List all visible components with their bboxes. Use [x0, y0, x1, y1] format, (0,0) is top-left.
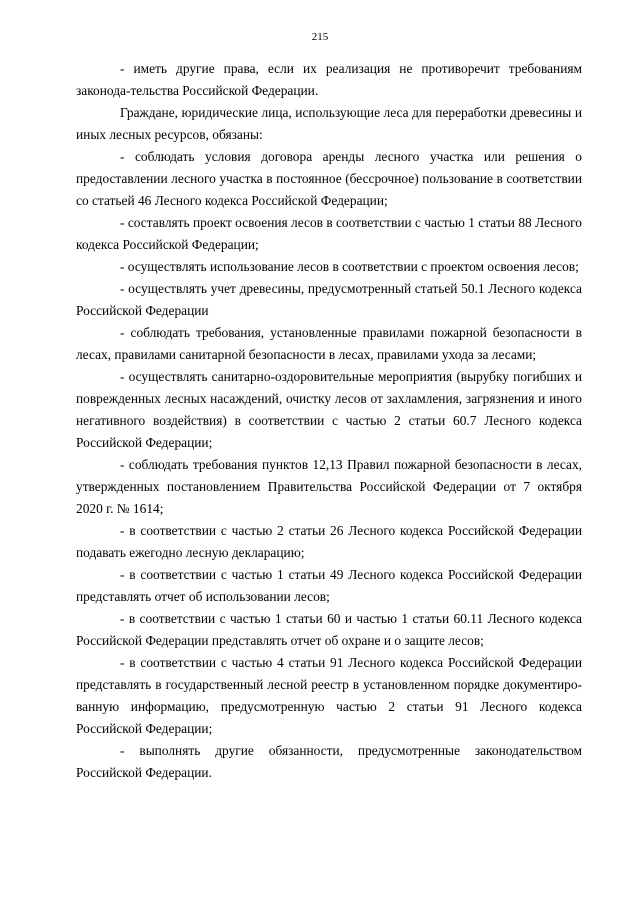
paragraph-other-rights: - иметь другие права, если их реализация не противоречит требованиям законода-тельства Российской Федерации.	[76, 61, 582, 98]
paragraph-forest-registry: - в соответствии с частью 4 статьи 91 Лесного кодекса Российской Федерации представлять в государственный лесной реестр в установленном порядке документиро-ванную информацию, предусмотренную частью 2 статьи 91 Лесного кодекса Российской Федерации;	[76, 655, 582, 736]
paragraph-forest-declaration: - в соответствии с частью 2 статьи 26 Лесного кодекса Российской Федерации подавать ежегодно лесную декларацию;	[76, 523, 582, 560]
paragraph-fire-safety: - соблюдать требования пунктов 12,13 Правил пожарной безопасности в лесах, утвержденных постановлением Правительства Российской Федерации от 7 октября 2020 г. № 1614;	[76, 457, 582, 516]
paragraph-sanitary-measures: - осуществлять санитарно-оздоровительные мероприятия (вырубку погибших и поврежденных лесных насаждений, очистку лесов от захламления, загрязнения и иного негативного воздействия) в соответствии с частью 2 статьи 60.7 Лесного кодекса Российской Федерации;	[76, 369, 582, 450]
paragraph-development-project: - составлять проект освоения лесов в соответствии с частью 1 статьи 88 Лесного кодекса Российской Федерации;	[76, 215, 582, 252]
document-body	[76, 58, 582, 784]
paragraph-safety-rules: - соблюдать требования, установленные правилами пожарной безопасности в лесах, правилами санитарной безопасности в лесах, правилами ухода за лесами;	[76, 325, 582, 362]
page-number: 215	[311, 31, 329, 43]
paragraph-forest-use: - осуществлять использование лесов в соответствии с проектом освоения лесов;	[120, 259, 579, 274]
paragraph-timber-accounting: - осуществлять учет древесины, предусмотренный статьей 50.1 Лесного кодекса Российской Федерации	[76, 281, 582, 318]
paragraph-protection-report: - в соответствии с частью 1 статьи 60 и частью 1 статьи 60.11 Лесного кодекса Российской Федерации представлять отчет об охране и о защите лесов;	[76, 611, 582, 648]
paragraph-usage-report: - в соответствии с частью 1 статьи 49 Лесного кодекса Российской Федерации представлять отчет об использовании лесов;	[76, 567, 582, 604]
paragraph-lease-conditions: - соблюдать условия договора аренды лесного участка или решения о предоставлении лесного участка в постоянное (бессрочное) пользование в соответствии со статьей 46 Лесного кодекса Российской Федерации;	[76, 149, 582, 208]
paragraph-other-duties: - выполнять другие обязанности, предусмотренные законодательством Российской Федерации.	[76, 743, 582, 780]
paragraph-obligations-intro: Граждане, юридические лица, использующие леса для переработки древесины и иных лесных ресурсов, обязаны:	[76, 105, 582, 142]
